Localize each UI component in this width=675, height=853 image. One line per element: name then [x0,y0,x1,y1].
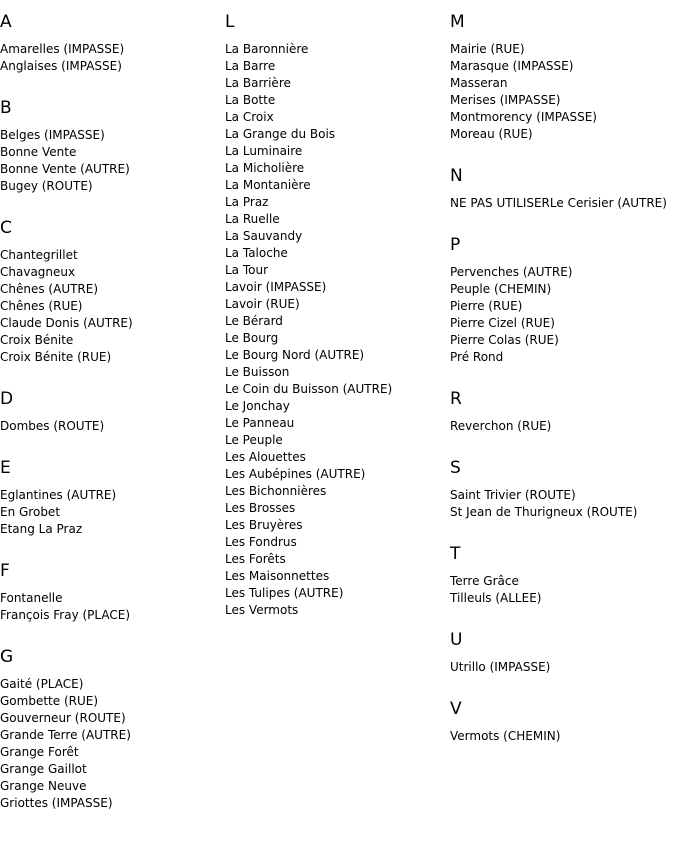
street-link[interactable]: Lavoir (RUE) [225,297,300,311]
street-link[interactable]: Pierre (RUE) [450,299,523,313]
street-link[interactable]: La Barrière [225,76,291,90]
street-link[interactable]: Les Brosses [225,501,296,515]
street-link[interactable]: La Botte [225,93,276,107]
letter-section-p [450,234,675,366]
street-link[interactable]: Grange Forêt [0,745,79,759]
street-link[interactable]: Le Bérard [225,314,283,328]
street-link[interactable]: Grange Neuve [0,779,87,793]
street-link[interactable]: Anglaises (IMPASSE) [0,59,122,73]
letter-section-d [0,388,222,435]
letter-section-f [0,560,222,624]
street-link[interactable]: François Fray (PLACE) [0,608,131,622]
letter-heading: P [450,235,461,255]
street-link[interactable]: Bugey (ROUTE) [0,179,93,193]
street-link[interactable]: Chavagneux [0,265,76,279]
street-link[interactable]: Chantegrillet [0,248,78,262]
street-link[interactable]: Pierre Cizel (RUE) [450,316,555,330]
street-link[interactable]: Merises (IMPASSE) [450,93,561,107]
street-link[interactable]: Masseran [450,76,508,90]
letter-section-t [450,543,675,607]
street-index-column-1 [0,0,222,812]
street-link[interactable]: Pervenches (AUTRE) [450,265,573,279]
letter-section-r [450,388,675,435]
street-link[interactable]: Terre Grâce [450,574,519,588]
street-link[interactable]: Claude Donis (AUTRE) [0,316,133,330]
street-link[interactable]: Les Maisonnettes [225,569,330,583]
street-link[interactable]: Gouverneur (ROUTE) [0,711,126,725]
street-link[interactable]: Vermots (CHEMIN) [450,729,561,743]
street-link[interactable]: Les Bichonnières [225,484,327,498]
street-link[interactable]: Marasque (IMPASSE) [450,59,574,73]
letter-heading: E [0,458,11,478]
street-link[interactable]: La Baronnière [225,42,309,56]
letter-section-s [450,457,675,521]
street-link[interactable]: Le Buisson [225,365,290,379]
street-link[interactable]: NE PAS UTILISERLe Cerisier (AUTRE) [450,196,667,210]
letter-section-m [450,11,675,143]
street-link[interactable]: Fontanelle [0,591,63,605]
letter-heading: L [225,12,235,32]
street-link[interactable]: Le Peuple [225,433,283,447]
street-link[interactable]: Belges (IMPASSE) [0,128,105,142]
letter-heading: B [0,98,12,118]
street-link[interactable]: Pierre Colas (RUE) [450,333,559,347]
street-link[interactable]: La Sauvandy [225,229,303,243]
letter-section-a [0,11,222,75]
street-link[interactable]: St Jean de Thurigneux (ROUTE) [450,505,638,519]
street-link[interactable]: Grande Terre (AUTRE) [0,728,131,742]
street-index-column-2 [225,0,447,619]
street-link[interactable]: Les Fondrus [225,535,297,549]
street-link[interactable]: Amarelles (IMPASSE) [0,42,125,56]
letter-heading: T [450,544,461,564]
street-link[interactable]: Pré Rond [450,350,504,364]
street-link[interactable]: La Montanière [225,178,311,192]
street-link[interactable]: En Grobet [0,505,61,519]
street-link[interactable]: Le Jonchay [225,399,290,413]
street-link[interactable]: La Micholière [225,161,305,175]
street-link[interactable]: Reverchon (RUE) [450,419,552,433]
street-link[interactable]: Bonne Vente [0,145,77,159]
street-link[interactable]: Saint Trivier (ROUTE) [450,488,576,502]
letter-heading: F [0,561,10,581]
street-link[interactable]: Gombette (RUE) [0,694,99,708]
letter-section-e [0,457,222,538]
street-link[interactable]: Griottes (IMPASSE) [0,796,113,810]
street-link[interactable]: Le Bourg [225,331,279,345]
street-link[interactable]: Lavoir (IMPASSE) [225,280,327,294]
letter-heading: R [450,389,462,409]
street-link[interactable]: Le Coin du Buisson (AUTRE) [225,382,393,396]
street-link[interactable]: Montmorency (IMPASSE) [450,110,597,124]
letter-section-u [450,629,675,676]
letter-heading: A [0,12,12,32]
street-link[interactable]: La Luminaire [225,144,303,158]
street-link[interactable]: Utrillo (IMPASSE) [450,660,551,674]
street-link[interactable]: Moreau (RUE) [450,127,533,141]
letter-section-c [0,217,222,366]
street-index-column-3 [450,0,675,745]
street-link[interactable]: Chênes (AUTRE) [0,282,99,296]
street-link[interactable]: Dombes (ROUTE) [0,419,105,433]
street-link[interactable]: Les Aubépines (AUTRE) [225,467,366,481]
letter-section-g [0,646,222,812]
street-link[interactable]: Les Bruyères [225,518,303,532]
street-link[interactable]: Eglantines (AUTRE) [0,488,117,502]
letter-section-l [225,11,447,619]
letter-heading: G [0,647,14,667]
street-link[interactable]: Croix Bénite [0,333,74,347]
street-link[interactable]: La Grange du Bois [225,127,336,141]
letter-heading: C [0,218,12,238]
street-link[interactable]: Les Forêts [225,552,286,566]
street-link[interactable]: Les Tulipes (AUTRE) [225,586,344,600]
street-link[interactable]: Etang La Praz [0,522,83,536]
street-link[interactable]: Bonne Vente (AUTRE) [0,162,130,176]
street-link[interactable]: La Barre [225,59,276,73]
street-link[interactable]: Chênes (RUE) [0,299,83,313]
letter-heading: D [0,389,14,409]
letter-heading: S [450,458,461,478]
letter-heading: U [450,630,463,650]
letter-section-n [450,165,675,212]
letter-heading: V [450,699,462,719]
street-link[interactable]: Croix Bénite (RUE) [0,350,112,364]
street-link[interactable]: Les Vermots [225,603,299,617]
street-link[interactable]: La Ruelle [225,212,280,226]
street-link[interactable]: Les Alouettes [225,450,306,464]
street-link[interactable]: Tilleuls (ALLEE) [450,591,542,605]
letter-section-v [450,698,675,745]
street-link[interactable]: Mairie (RUE) [450,42,525,56]
street-link[interactable]: Peuple (CHEMIN) [450,282,552,296]
street-link[interactable]: La Praz [225,195,269,209]
street-link[interactable]: La Croix [225,110,274,124]
letter-heading: N [450,166,463,186]
street-link[interactable]: Grange Gaillot [0,762,87,776]
street-link[interactable]: La Taloche [225,246,288,260]
street-link[interactable]: Le Panneau [225,416,295,430]
letter-heading: M [450,12,465,32]
street-link[interactable]: Gaité (PLACE) [0,677,84,691]
street-link[interactable]: La Tour [225,263,269,277]
street-link[interactable]: Le Bourg Nord (AUTRE) [225,348,365,362]
letter-section-b [0,97,222,195]
